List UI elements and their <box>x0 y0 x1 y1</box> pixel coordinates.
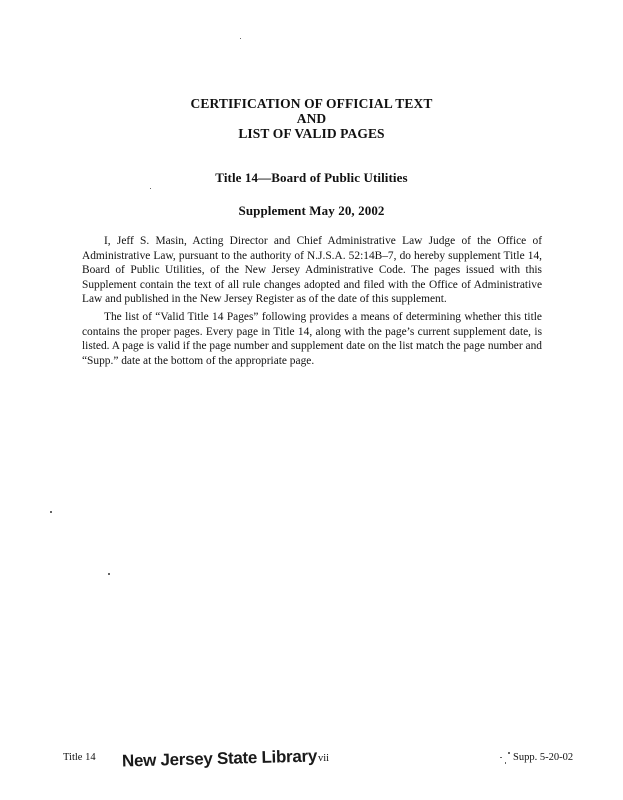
scan-speck <box>50 511 52 513</box>
library-stamp: New Jersey State Library <box>121 746 318 771</box>
valid-pages-paragraph: The list of “Valid Title 14 Pages” following provides a means of determining whether this title contains the proper pages. Every page in Title 14, along with the page’s current supplement date, is listed. A page is valid if the page number and supplement date on the list match the page number and “Supp.” date at the bottom of the appropriate page. <box>82 311 542 367</box>
supplement-heading: Supplement May 20, 2002 <box>238 203 385 218</box>
certification-paragraph: I, Jeff S. Masin, Acting Director and Chief Administrative Law Judge of the Office of Administrative Law, pursuant to the authority of N.J.S.A. 52:14B–7, do hereby supplement Title 14, Board of Public Utilities, of the New Jersey Administrative Code. The pages issued with this Supplement contain the text of all rule changes adopted and filed with the Office of Administrative Law and published in the New Jersey Register as of the date of this supplement. <box>82 235 542 306</box>
scan-speck <box>108 573 110 575</box>
page-number: vii <box>318 753 330 764</box>
scan-speck <box>150 188 151 189</box>
scan-speck <box>500 757 502 758</box>
scan-speck <box>505 762 506 764</box>
title-heading: Title 14—Board of Public Utilities <box>215 170 408 185</box>
heading-valid-pages: LIST OF VALID PAGES <box>238 126 385 141</box>
heading-certification: CERTIFICATION OF OFFICIAL TEXT <box>190 96 433 111</box>
scan-speck <box>240 38 241 39</box>
supplement-date: Supp. 5-20-02 <box>513 752 574 763</box>
heading-and: AND <box>296 111 327 126</box>
footer-title: Title 14 <box>63 752 96 763</box>
scan-speck <box>508 752 510 754</box>
